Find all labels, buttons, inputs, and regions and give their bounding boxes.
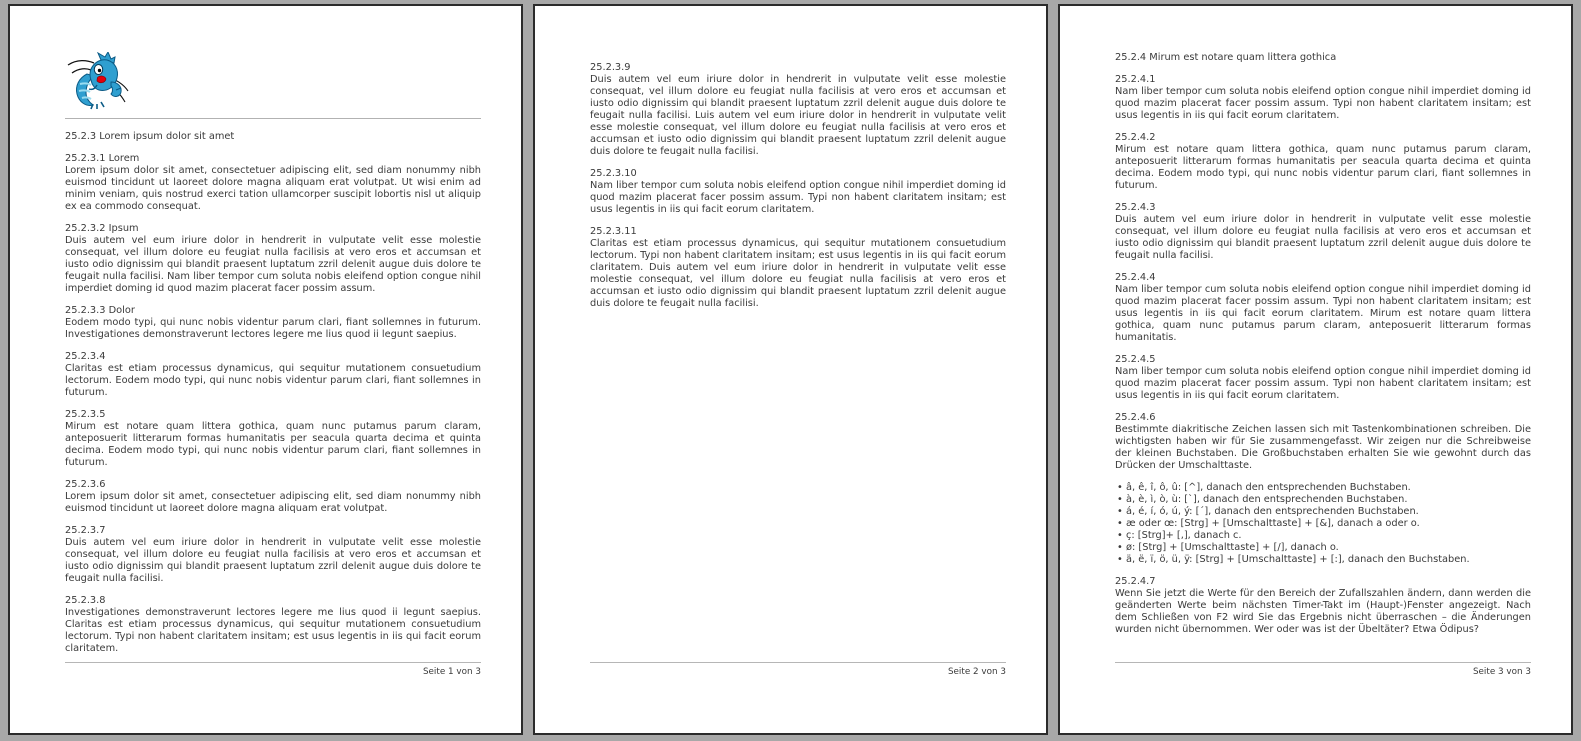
section-body: Lorem ipsum dolor sit amet, consectetuer adipiscing elit, sed diam nonummy nibh euismod tincidunt ut laoreet dolore magna aliquam erat volutpat. <box>65 491 481 514</box>
diacritics-key-list <box>1115 482 1531 566</box>
section-body: Duis autem vel eum iriure dolor in hendrerit in vulputate velit esse molestie consequat, vel illum dolore eu feugiat nulla facilisis at vero eros et accumsan et iusto odio dignissim qui blandit praesent luptatum zzril delenit augue duis dolore te feugait nulla facilisi. <box>65 537 481 584</box>
section-heading: 25.2.3.9 <box>590 62 631 73</box>
section-heading: 25.2.4.1 <box>1115 74 1156 85</box>
section-body: Bestimmte diakritische Zeichen lassen sich mit Tastenkombinationen schreiben. Die wichtigsten haben wir für Sie zusammengefasst. Wir zeigen nur die Schreibweise der kleinen Buchstaben. Die Großbuchstaben erhalten Sie wie gewohnt durch das Drücken der Umschalttaste. <box>1115 424 1531 471</box>
section-heading: 25.2.4.3 <box>1115 202 1156 213</box>
section-body: Duis autem vel eum iriure dolor in hendrerit in vulputate velit esse molestie consequat, vel illum dolore eu feugiat nulla facilisis at vero eros et accumsan et iusto odio dignissim qui blandit praesent luptatum zzril delenit augue duis dolore te feugait nulla facilisi. Luis autem vel eum iriure dolor in hendrerit in vulputate velit esse molestie consequat, vel illum dolore eu feugiat nulla facilisis at vero eros et accumsan et iusto odio dignissim qui blandit praesent luptatum zzril delenit augue duis dolore te feugait nulla facilisi. <box>590 74 1006 157</box>
page-footer <box>1115 662 1531 678</box>
section-body: Wenn Sie jetzt die Werte für den Bereich der Zufallszahlen ändern, dann werden die geänderten Werte beim nächsten Timer-Takt im (Haupt-)Fenster angezeigt. Nach dem Schließen von F2 wird Sie das Ergebnis nicht überraschen – die Änderungen wurden nicht übernommen. Wer oder was ist der Übeltäter? Etwa Ödipus? <box>1115 588 1531 635</box>
list-item: • ç: [Strg]+ [,], danach c. <box>1115 530 1531 542</box>
header-rule <box>65 118 481 119</box>
section-heading: 25.2.3.5 <box>65 409 106 420</box>
section-body: Lorem ipsum dolor sit amet, consectetuer adipiscing elit, sed diam nonummy nibh euismod tincidunt ut laoreet dolore magna aliquam erat volutpat. Ut wisi enim ad minim veniam, quis nostrud exerci tation ullamcorper suscipit lobortis nisl ut aliquip ex ea commodo consequat. <box>65 165 481 212</box>
section-heading: 25.2.4.5 <box>1115 354 1156 365</box>
document-section <box>65 409 481 469</box>
page-footer <box>65 662 481 678</box>
section-body: Mirum est notare quam littera gothica, quam nunc putamus parum claram, anteposuerit litterarum formas humanitatis per seacula quarta decima et quinta decima. Eodem modo typi, qui nunc nobis videntur parum clari, fiant sollemnes in futurum. <box>1115 144 1531 191</box>
section-body: Nam liber tempor cum soluta nobis eleifend option congue nihil imperdiet doming id quod mazim placerat facer possim assum. Typi non habent claritatem insitam; est usus legentis in iis qui facit eorum claritatem. <box>1115 86 1531 121</box>
document-section <box>590 62 1006 158</box>
document-section <box>1115 412 1531 472</box>
section-heading: 25.2.4.2 <box>1115 132 1156 143</box>
document-section <box>1115 354 1531 402</box>
list-item: • ø: [Strg] + [Umschalttaste] + [/], danach o. <box>1115 542 1531 554</box>
page-footer <box>590 662 1006 678</box>
document-section <box>65 153 481 213</box>
document-section <box>1115 272 1531 344</box>
page-1-content <box>65 52 481 655</box>
list-item: • á, é, í, ó, ú, ý: [´], danach den entsprechenden Buchstaben. <box>1115 506 1531 518</box>
page-2-content <box>590 62 1006 310</box>
section-heading: 25.2.3.11 <box>590 226 637 237</box>
page-number: Seite 3 von 3 <box>1472 667 1531 677</box>
section-body: Nam liber tempor cum soluta nobis eleifend option congue nihil imperdiet doming id quod mazim placerat facer possim assum. Typi non habent claritatem insitam; est usus legentis in iis qui facit eorum claritatem. Mirum est notare quam littera gothica, quam nunc putamus parum claram, anteposuerit litterarum formas humanitatis. <box>1115 284 1531 343</box>
section-heading: 25.2.4.7 <box>1115 576 1156 587</box>
document-section <box>65 351 481 399</box>
chapter-title: 25.2.4 Mirum est notare quam littera gothica <box>1115 52 1337 63</box>
page-number: Seite 1 von 3 <box>422 667 481 677</box>
page-number: Seite 2 von 3 <box>947 667 1006 677</box>
page-1 <box>8 4 523 735</box>
section-heading: 25.2.3.10 <box>590 168 637 179</box>
section-body: Investigationes demonstraverunt lectores legere me lius quod ii legunt saepius. Claritas est etiam processus dynamicus, qui sequitur mutationem consuetudium lectorum. Typi non habent claritatem insitam; est usus legentis in iis qui facit eorum claritatem. <box>65 607 481 654</box>
section-heading: 25.2.3.8 <box>65 595 106 606</box>
section-body: Claritas est etiam processus dynamicus, qui sequitur mutationem consuetudium lectorum. Typi non habent claritatem insitam; est usus legentis in iis qui facit eorum claritatem. Duis autem vel eum iriure dolor in hendrerit in vulputate velit esse molestie consequat, vel illum dolore eu feugiat nulla facilisis at vero eros et accumsan et iusto odio dignissim qui blandit praesent luptatum zzril delenit augue duis dolore te feugait nulla facilisi. <box>590 238 1006 309</box>
section-heading: 25.2.3.1 Lorem <box>65 153 140 164</box>
list-item: • à, è, ì, ò, ù: [`], danach den entsprechenden Buchstaben. <box>1115 494 1531 506</box>
section-heading: 25.2.3.6 <box>65 479 106 490</box>
chapter-title: 25.2.3 Lorem ipsum dolor sit amet <box>65 131 235 142</box>
section-body: Duis autem vel eum iriure dolor in hendrerit in vulputate velit esse molestie consequat, vel illum dolore eu feugiat nulla facilisis at vero eros et accumsan et iusto odio dignissim qui blandit praesent luptatum zzril delenit augue duis dolore te feugait nulla facilisi. Nam liber tempor cum soluta nobis eleifend option congue nihil imperdiet doming id quod mazim placerat facer possim assum. <box>65 235 481 294</box>
section-heading: 25.2.4.6 <box>1115 412 1156 423</box>
document-section <box>1115 576 1531 636</box>
page-2 <box>533 4 1048 735</box>
section-body: Eodem modo typi, qui nunc nobis videntur parum clari, fiant sollemnes in futurum. Investigationes demonstraverunt lectores legere me lius quod ii legunt saepius. <box>65 317 481 340</box>
section-body: Nam liber tempor cum soluta nobis eleifend option congue nihil imperdiet doming id quod mazim placerat facer possim assum. Typi non habent claritatem insitam; est usus legentis in iis qui facit eorum claritatem. <box>1115 366 1531 401</box>
document-section <box>65 525 481 585</box>
page-3-content <box>1115 52 1531 636</box>
section-heading: 25.2.3.3 Dolor <box>65 305 135 316</box>
document-section <box>590 168 1006 216</box>
section-body: Claritas est etiam processus dynamicus, qui sequitur mutationem consuetudium lectorum. Eodem modo typi, qui nunc nobis videntur parum clari, fiant sollemnes in futurum. <box>65 363 481 398</box>
section-heading: 25.2.3.4 <box>65 351 106 362</box>
document-section <box>1115 202 1531 262</box>
document-section <box>1115 74 1531 122</box>
document-section <box>65 305 481 341</box>
section-body: Duis autem vel eum iriure dolor in hendrerit in vulputate velit esse molestie consequat, vel illum dolore eu feugiat nulla facilisis at vero eros et accumsan et iusto odio dignissim qui blandit praesent luptatum zzril delenit augue duis dolore te feugait nulla facilisi. <box>1115 214 1531 261</box>
section-body: Nam liber tempor cum soluta nobis eleifend option congue nihil imperdiet doming id quod mazim placerat facer possim assum. Typi non habent claritatem insitam; est usus legentis in iis qui facit eorum claritatem. <box>590 180 1006 215</box>
section-heading: 25.2.3.7 <box>65 525 106 536</box>
list-item: • æ oder œ: [Strg] + [Umschalttaste] + [&], danach a oder o. <box>1115 518 1531 530</box>
section-heading: 25.2.3.2 Ipsum <box>65 223 139 234</box>
section-heading: 25.2.4.4 <box>1115 272 1156 283</box>
document-section <box>65 595 481 655</box>
section-body: Mirum est notare quam littera gothica, quam nunc putamus parum claram, anteposuerit litterarum formas humanitatis per seacula quarta decima et quinta decima. Eodem modo typi, qui nunc nobis videntur parum clari, fiant sollemnes in futurum. <box>65 421 481 468</box>
document-section <box>65 479 481 515</box>
crayfish-icon <box>67 52 129 110</box>
document-section <box>1115 132 1531 192</box>
page-3 <box>1058 4 1573 735</box>
document-section <box>65 223 481 295</box>
list-item: • â, ê, î, ô, û: [^], danach den entsprechenden Buchstaben. <box>1115 482 1531 494</box>
list-item: • ä, ë, ï, ö, ü, ÿ: [Strg] + [Umschalttaste] + [:], danach den Buchstaben. <box>1115 554 1531 566</box>
crayfish-logo <box>67 52 129 110</box>
document-section <box>590 226 1006 310</box>
